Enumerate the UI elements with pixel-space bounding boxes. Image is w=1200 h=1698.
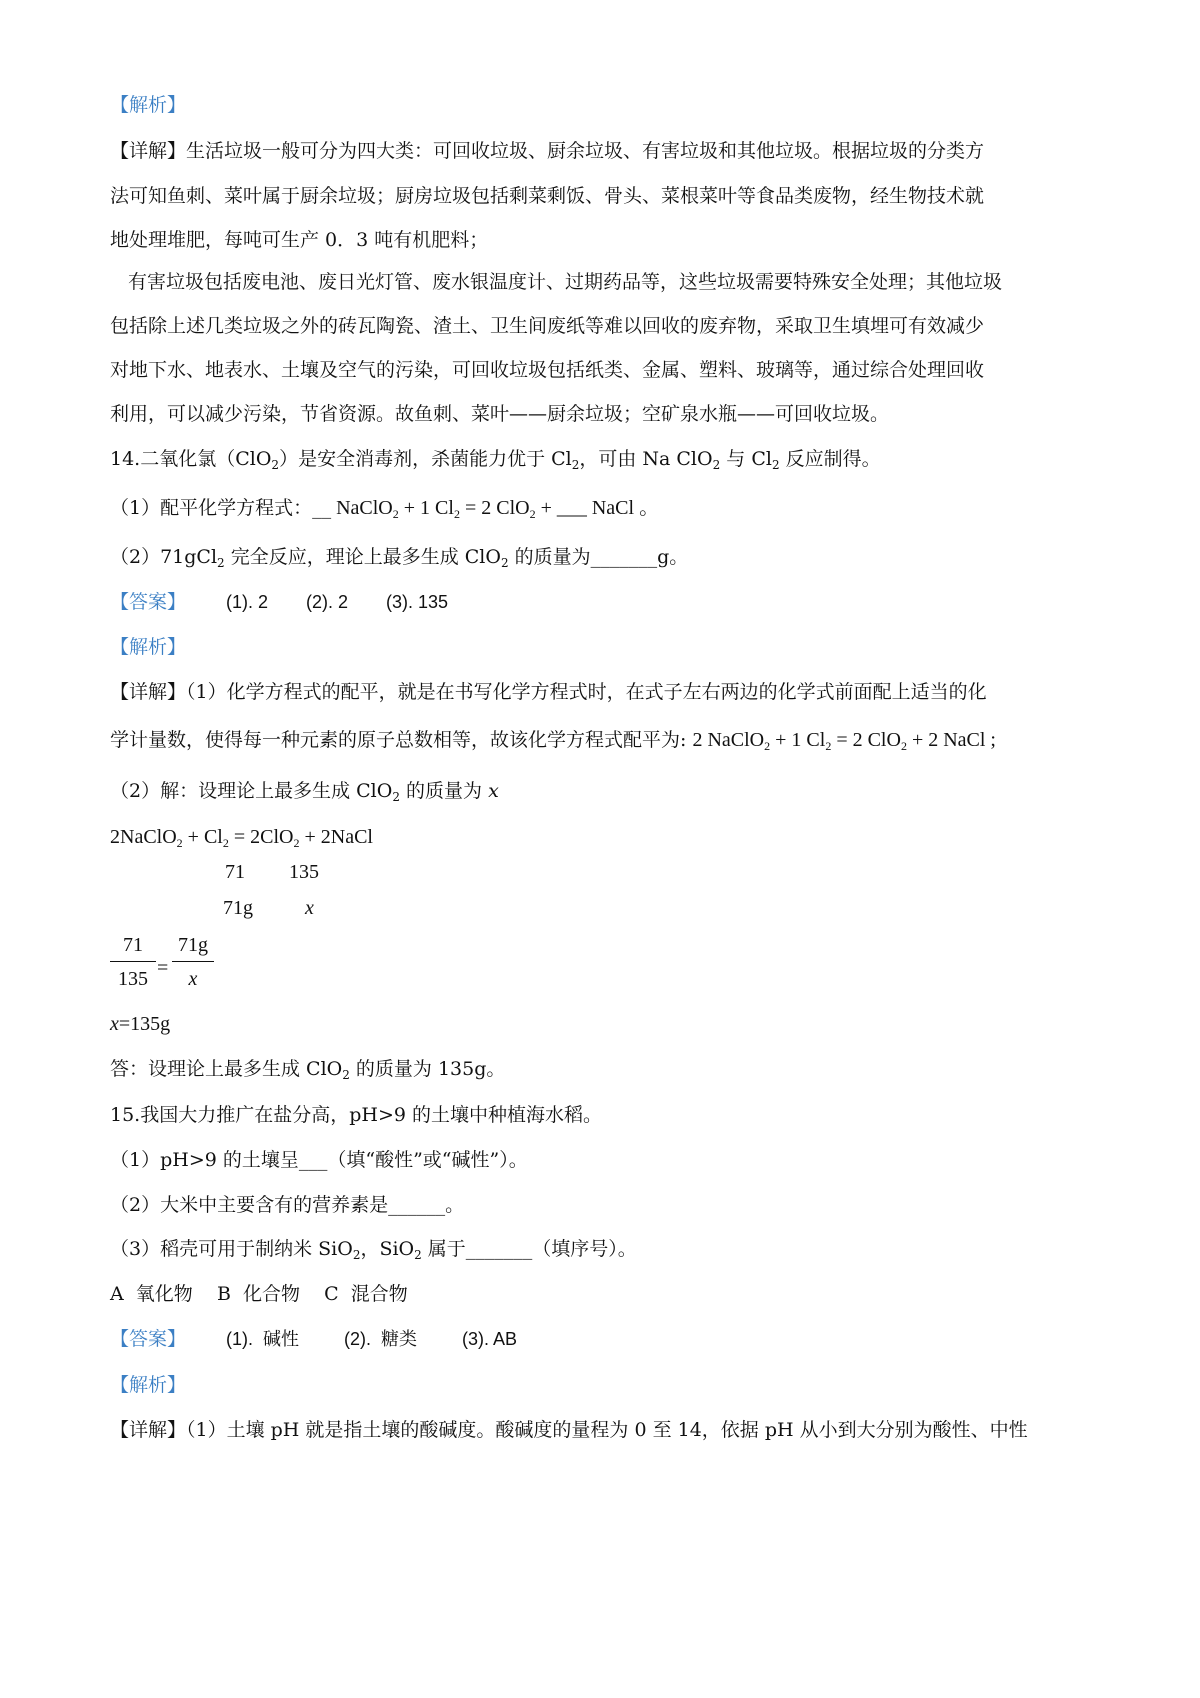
detail-line: 地处理堆肥，每吨可生产 0．3 吨有机肥料； [110, 229, 489, 251]
detail-line: 利用，可以减少污染，节省资源。故鱼刺、菜叶——厨余垃圾；空矿泉水瓶——可回收垃圾。 [110, 403, 890, 425]
xiangjie-label: 【详解】 [110, 140, 187, 162]
detail-line: 对地下水、地表水、土壤及空气的污染，可回收垃圾包括纸类、金属、塑料、玻璃等，通过综合处理回收 [110, 359, 985, 381]
daan-label: 【答案】 [110, 1328, 187, 1350]
jiexi-label: 【解析】 [110, 94, 187, 116]
question-14-stem: 14.二氧化氯（ClO$_2$）是安全消毒剂，杀菌能力优于 $Cl_2$，可由 Na ClO$_2$ 与 $Cl_2$ 反应制得。 [110, 448, 881, 472]
calc-unknown: x [305, 897, 314, 919]
daan-label: 【答案】 [110, 591, 187, 613]
fraction-equals: = [157, 957, 169, 979]
detail-paragraph: 【详解】（1）化学方程式的配平，就是在书写化学方程式时，在式子左右两边的化学式前面配上适当的化 [110, 681, 987, 703]
question-15-part-2: （2）大米中主要含有的营养素是______。 [110, 1194, 465, 1216]
detail-line: 学计量数，使得每一种元素的原子总数相等，故该化学方程式配平为: 2 NaClO$_2$ + 1 $Cl_2 = 2$ ClO$_2$ + 2 NaCl ; [110, 729, 996, 753]
question-15-part-1: （1）pH>9 的土壤呈___（填“酸性”或“碱性”）。 [110, 1149, 528, 1171]
jiexi-label: 【解析】 [110, 636, 187, 658]
calc-mass-ratio: 135 [289, 861, 319, 883]
answer-blank: __ [312, 497, 332, 519]
calc-result: x=135g [110, 1013, 171, 1035]
question-15-stem: 15.我国大力推广在盐分高，pH>9 的土壤中种植海水稻。 [110, 1104, 602, 1126]
calc-equation: 2NaClO$_2$ + $Cl_2 = 2ClO_2$ + 2NaCl [110, 826, 373, 850]
calc-actual-mass: 71g [223, 897, 253, 919]
question-15-options: A 氧化物 B 化合物 C 混合物 [110, 1283, 408, 1305]
detail-paragraph: 【详解】生活垃圾一般可分为四大类：可回收垃圾、厨余垃圾、有害垃圾和其他垃圾。根据垃圾的分类方 [110, 140, 985, 162]
fraction-right: $\frac{71g}{x}$ [172, 934, 214, 991]
detail-line: 有害垃圾包括废电池、废日光灯管、废水银温度计、过期药品等，这些垃圾需要特殊安全处理；其他垃圾 [128, 271, 1003, 293]
detail-line: 法可知鱼刺、菜叶属于厨余垃圾；厨房垃圾包括剩菜剩饭、骨头、菜根菜叶等食品类废物，经生物技术就 [110, 185, 985, 207]
final-answer: 答：设理论上最多生成 ClO$_2$ 的质量为 135g。 [110, 1058, 506, 1082]
jiexi-label: 【解析】 [110, 1374, 187, 1396]
question-15-part-3: （3）稻壳可用于制纳米 SiO$_2$，SiO$_2$ 属于_______（填序号）。 [110, 1238, 637, 1262]
answer-row: 【答案】 (1). 碱性 (2). 糖类 (3). AB [110, 1328, 518, 1350]
question-14-part-1: （1）配平化学方程式：__ NaClO$_2$ + 1 $Cl_2 = 2$ ClO$_2$ + ___ NaCl 。 [110, 497, 660, 521]
detail-line: 包括除上述几类垃圾之外的砖瓦陶瓷、渣土、卫生间废纸等难以回收的废弃物，采取卫生填埋可有效减少 [110, 315, 985, 337]
detail-line: （2）解：设理论上最多生成 ClO$_2$ 的质量为 x [110, 780, 499, 804]
answer-blank: ___ [556, 497, 587, 519]
answer-row: 【答案】 (1). 2 (2). 2 (3). 135 [110, 591, 449, 613]
question-14-part-2: （2）71gCl$_2$ 完全反应，理论上最多生成 ClO$_2$ 的质量为_______g。 [110, 546, 689, 570]
fraction-left: $\frac{71}{135}$ [110, 934, 156, 991]
calc-mass-ratio: 71 [225, 861, 245, 883]
detail-paragraph: 【详解】（1）土壤 pH 就是指土壤的酸碱度。酸碱度的量程为 0 至 14，依据 pH 从小到大分别为酸性、中性 [110, 1419, 1028, 1441]
